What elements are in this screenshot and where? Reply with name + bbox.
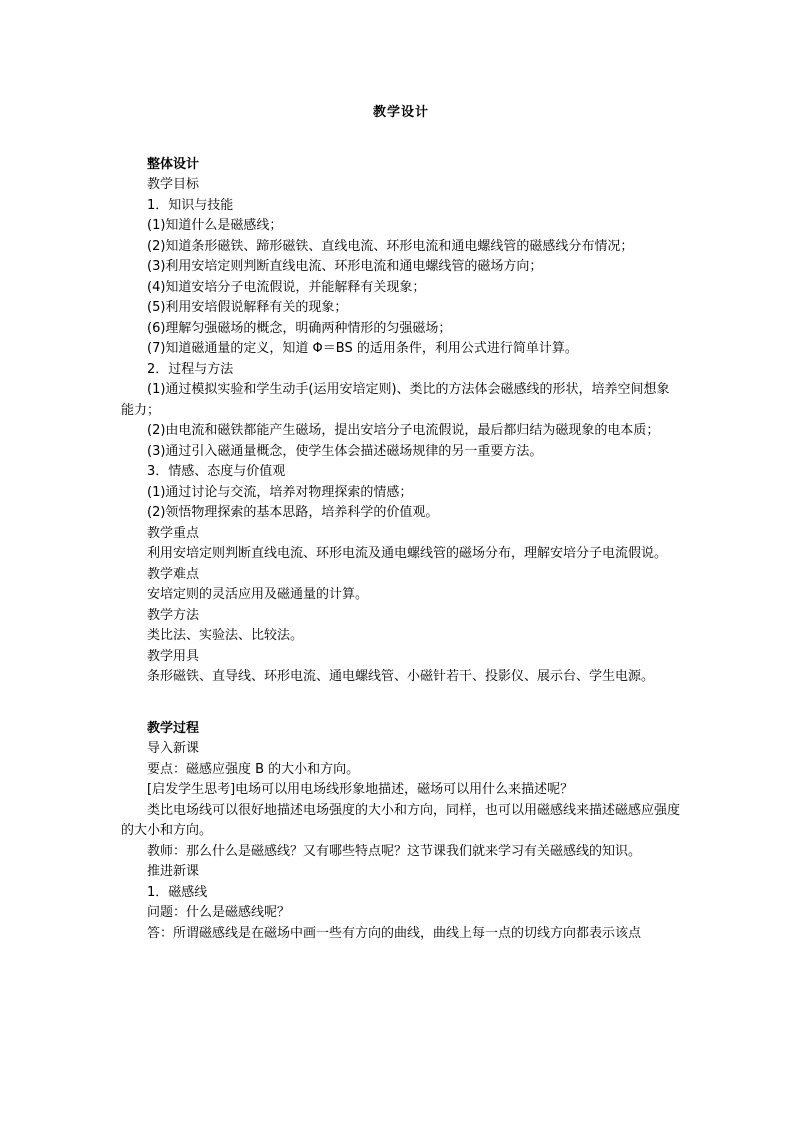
paragraph: 问题：什么是磁感线呢？ <box>147 905 291 920</box>
paragraph: 类比法、实验法、比较法。 <box>147 628 304 643</box>
paragraph: 1．知识与技能 <box>147 197 234 213</box>
paragraph: 条形磁铁、直导线、环形电流、通电螺线管、小磁针若干、投影仪、展示台、学生电源。 <box>147 669 655 684</box>
paragraph: (5)利用安培假说解释有关的现象； <box>147 300 348 315</box>
paragraph: 类比电场线可以很好地描述电场强度的大小和方向，同样，也可以用磁感线来描述磁感应强度的大小和方向。 <box>121 802 681 838</box>
paragraph: 教师：那么什么是磁感线？又有哪些特点呢？这节课我们就来学习有关磁感线的知识。 <box>147 843 642 859</box>
paragraph: (3)通过引入磁通量概念，使学生体会描述磁场规律的另一重要方法。 <box>147 443 543 459</box>
paragraph: 教学方法 <box>147 607 200 623</box>
paragraph: (2)领悟物理探索的基本思路，培养科学的价值观。 <box>147 505 439 520</box>
paragraph: (7)知道磁通量的定义，知道 Φ＝BS 的适用条件，利用公式进行简单计算。 <box>147 341 578 356</box>
paragraph: (2)由电流和磁铁都能产生磁场，提出安培分子电流假说，最后都归结为磁现象的电本质； <box>147 423 660 438</box>
paragraph: 教学重点 <box>147 525 200 541</box>
paragraph: (4)知道安培分子电流假说，并能解释有关现象； <box>147 279 426 295</box>
document-title: 教学设计 <box>372 105 429 120</box>
paragraph: 要点：磁感应强度 B 的大小和方向。 <box>147 761 360 777</box>
paragraph: (3)利用安培定则判断直线电流、环形电流和通电螺线管的磁场方向； <box>147 259 543 274</box>
paragraph: 教学用具 <box>147 648 200 664</box>
document-body <box>121 103 681 944</box>
paragraph: 利用安培定则判断直线电流、环形电流及通电螺线管的磁场分布，理解安培分子电流假说。 <box>147 546 668 561</box>
paragraph: 2．过程与方法 <box>147 361 234 377</box>
paragraph: 教学目标 <box>147 177 200 192</box>
paragraph: 3．情感、态度与价值观 <box>147 464 286 479</box>
section-heading-overall-design: 整体设计 <box>147 156 200 172</box>
paragraph: (6)理解匀强磁场的概念，明确两种情形的匀强磁场； <box>147 320 452 336</box>
paragraph: 1．磁感线 <box>147 884 208 900</box>
section-heading-teaching-process: 教学过程 <box>147 720 200 736</box>
paragraph: 答：所谓磁感线是在磁场中画一些有方向的曲线，曲线上每一点的切线方向都表示该点 <box>147 925 642 941</box>
paragraph: (1)通过讨论与交流，培养对物理探索的情感； <box>147 484 413 500</box>
paragraph: 教学难点 <box>147 566 200 582</box>
paragraph: 导入新课 <box>147 741 200 756</box>
section-spacer <box>121 688 681 719</box>
paragraph: 推进新课 <box>147 864 200 879</box>
paragraph: [启发学生思考]电场可以用电场线形象地描述，磁场可以用什么来描述呢？ <box>147 782 574 797</box>
paragraph: (1)知道什么是磁感线； <box>147 218 283 233</box>
paragraph: 安培定则的灵活应用及磁通量的计算。 <box>147 587 369 602</box>
paragraph: (2)知道条形磁铁、蹄形磁铁、直线电流、环形电流和通电螺线管的磁感线分布情况； <box>147 238 634 254</box>
paragraph: (1)通过模拟实验和学生动手(运用安培定则)、类比的方法体会磁感线的形状，培养空间想象能力； <box>121 382 670 418</box>
